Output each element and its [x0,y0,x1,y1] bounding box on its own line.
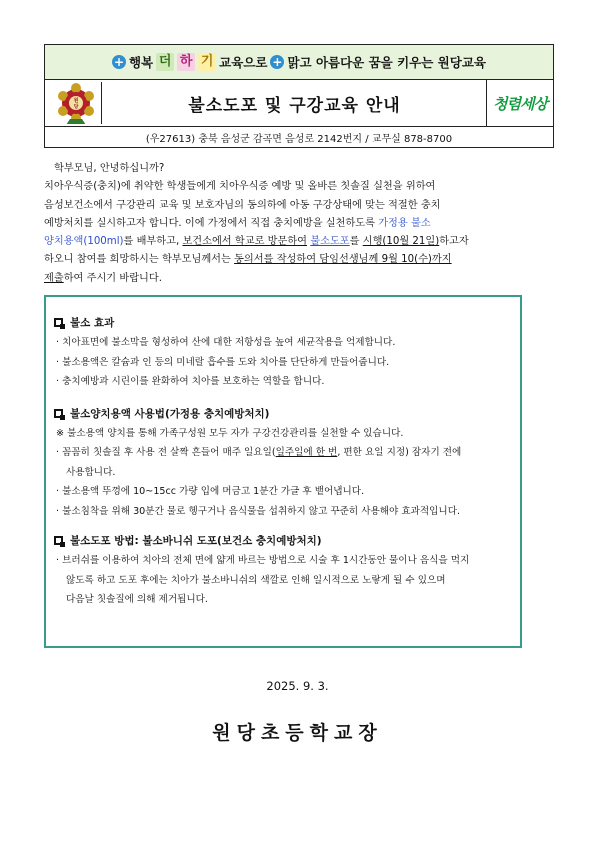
school-address: (우27613) 충북 음성군 감곡면 음성로 2142번지 / 교무실 878-8700 [145,133,453,145]
letter-line [44,233,552,251]
letter-line [44,215,552,233]
integrity-slogan-logo [486,80,553,126]
highlight-text: 양치용액(100ml) [44,236,124,248]
plus-icon: + [272,55,283,69]
section-heading [54,533,514,548]
section-heading [54,315,514,330]
motto-char-3: 기 [198,53,216,71]
motto-part-1: 행복 [128,55,154,70]
info-line: 사용합니다. [66,466,116,478]
section-title: 불소양치용액 사용법(가정용 충치예방처치) [70,407,270,420]
school-emblem [51,82,102,124]
signer-title: 원당초등학교장 [212,722,383,744]
svg-text:원: 원 [73,98,79,104]
issue-date: 2025. 9. 3. [266,679,329,693]
text: 를 배부하고, [123,236,183,248]
motto-part-3: 맑고 아름다운 꿈을 키우는 원당교육 [287,55,486,70]
info-line: · 충치예방과 시린이를 완화하여 치아를 보호하는 역할을 합니다. [56,376,325,387]
section-heading [54,406,514,421]
letterhead [44,44,554,148]
checkbox-square-icon [54,318,63,327]
svg-text:당: 당 [73,104,79,110]
slogan-text: 청렴세상 [493,94,547,113]
info-line [54,443,514,463]
motto-bar [45,45,553,80]
letter-line: 음성보건소에서 구강관리 교육 및 보호자님의 동의하에 아동 구강상태에 맞는 적절한 충치 [44,199,441,211]
document-title: 불소도포 및 구강교육 안내 [188,95,401,116]
underlined-text: 보건소에서 학교로 방문하여 [182,236,308,248]
letter-line [44,270,552,288]
info-line: · 브러쉬를 이용하여 치아의 전체 면에 얇게 바르는 방법으로 시술 후 1시간동안 물이나 음식을 먹지 [56,555,470,566]
text: 하여 주시기 바랍니다. [63,272,162,284]
info-line: 다음날 칫솔질에 의해 제거됩니다. [66,594,208,605]
info-line: · 불소용액은 칼슘과 인 등의 미네랄 흡수를 도와 치아를 단단하게 만들어줍니다. [56,356,390,368]
section-title: 불소도포 방법: 불소바니쉬 도포(보건소 충치예방처치) [70,535,322,547]
underlined-text: 동의서를 작성하여 담임선생님께 9월 10(수)까지 [234,254,452,266]
motto-char-1: 더 [156,53,174,71]
section-title: 불소 효과 [70,317,115,329]
text: , 편한 요일 지정) 잠자기 전에 [337,447,462,458]
info-box [44,295,522,648]
motto-part-2: 교육으로 [219,55,268,70]
motto-char-2: 하 [177,53,195,71]
info-line: · 불소용액 뚜껑에 10~15cc 가량 입에 머금고 1분간 가글 후 뱉어냅니다. [56,486,365,497]
letter-body [44,160,552,288]
text: 를 [349,236,363,248]
info-line: ※ 불소용액 양치를 통해 가족구성원 모두 자가 구강건강관리를 실천할 수 있습니다. [56,427,404,439]
info-line: · 치아표면에 불소막을 형성하여 산에 대한 저항성을 높여 세균작용을 억제합니다. [56,337,396,348]
underlined-text: 제출 [44,272,64,284]
checkbox-square-icon [54,409,63,418]
info-line: · 불소침착을 위해 30분간 물로 헹구거나 음식물을 섭취하지 않고 꾸준히 사용해야 효과적입니다. [56,505,461,517]
highlight-text: 불소도포 [310,236,350,248]
letter-line: 치아우식증(충치)에 취약한 학생들에게 치아우식증 예방 및 올바른 칫솔질 실천을 위하여 [44,181,436,193]
title-row [45,80,553,127]
underlined-text: 일주일에 한 번 [275,447,338,458]
letter-line [44,251,552,269]
plus-icon: + [113,55,125,69]
text: 하고자 [439,236,469,248]
info-line: 않도록 하고 도포 후에는 치아가 불소바니쉬의 색깔로 인해 일시적으로 노랗게 될 수 있으며 [66,574,446,586]
checkbox-square-icon [54,536,63,545]
text: 하오니 참여를 희망하시는 학부모님께서는 [44,254,235,266]
text: 예방처치를 실시하고자 합니다. 이에 가정에서 직접 충치예방을 실천하도록 [44,217,379,229]
greeting: 학부모님, 안녕하십니까? [54,163,165,174]
highlight-text: 가정용 불소 [378,217,431,229]
text: · 꼼꼼히 칫솔질 후 사용 전 살짝 흔들어 매주 일요일( [56,447,276,458]
underlined-text: 시행(10월 21일) [362,236,440,248]
